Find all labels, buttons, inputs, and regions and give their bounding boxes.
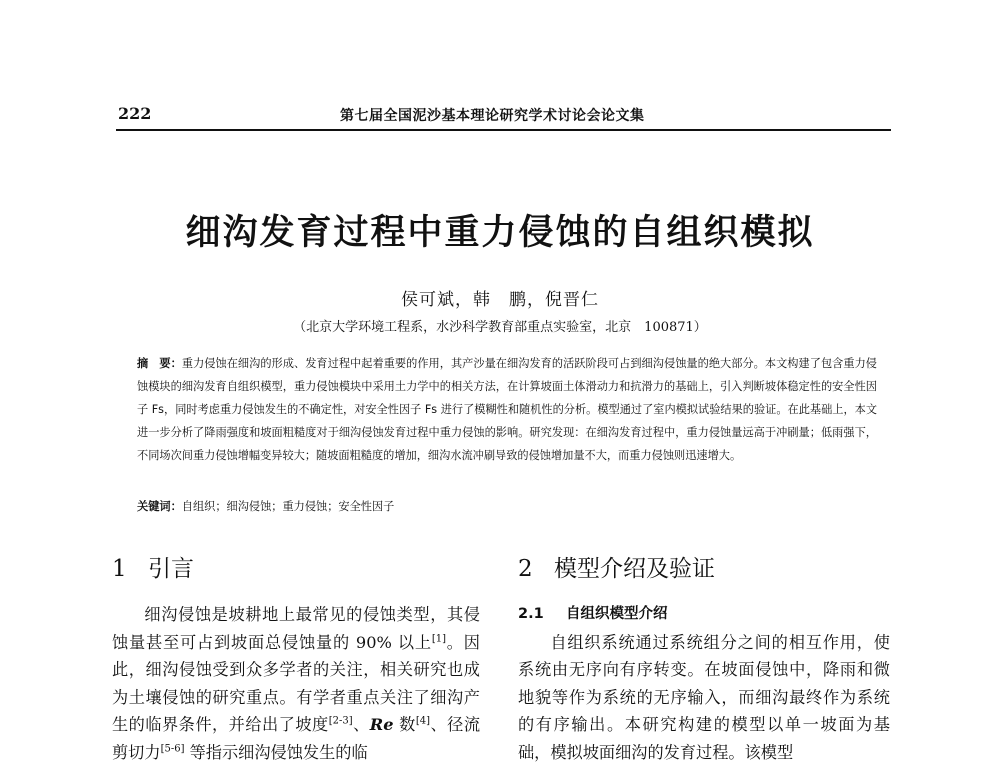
subsection-number: 2.1 [518,601,566,629]
keywords [137,498,877,514]
section-1-heading [112,552,480,586]
paragraph-text: 。因此，细沟侵蚀受到众多学者的关注，相关研究也成为土壤侵蚀的研究重点。有学者重点关注了细沟产生的临界条件，并给出了坡度 [112,633,480,735]
header-rule [116,129,891,131]
section-2-heading [518,552,890,586]
paragraph-text: 数 [394,715,416,734]
abstract-text: 重力侵蚀在细沟的形成、发育过程中起着重要的作用，其产沙量在细沟发育的活跃阶段可占到细沟侵蚀量的绝大部分。本文构建了包含重力侵蚀模块的细沟发育自组织模型，重力侵蚀模块中采用土力学中的相关方法，在计算坡面土体滑动力和抗滑力的基础上，引入判断坡体稳定性的安全性因子 Fs，同时考虑重力侵蚀发生的不确定性，对安全性因子 Fs 进行了模糊性和随机性的分析。模型通过了室内模拟试验结果的验证。在此基础上，本文进一步分析了降雨强度和坡面粗糙度对于细沟侵蚀发育过程中重力侵蚀的影响。研究发现：在细沟发育过程中，重力侵蚀量远高于冲刷量；低雨强下，不同场次间重力侵蚀增幅变异较大；随坡面粗糙度的增加，细沟水流冲刷导致的侵蚀增加量不大，而重力侵蚀则迅速增大。 [137,357,877,462]
keywords-text: 自组织；细沟侵蚀；重力侵蚀；安全性因子 [182,500,395,513]
subsection-2-1-heading [518,601,890,629]
affiliation: （北京大学环境工程系，水沙科学教育部重点实验室，北京 100871） [0,316,1000,335]
keywords-label: 关键词： [137,500,182,513]
section-2-number: 2 [518,552,554,586]
right-column [518,552,890,766]
subsection-title: 自组织模型介绍 [566,606,668,622]
reynolds-symbol: Re [370,715,394,734]
citation: [1] [432,633,446,644]
abstract-label: 摘 要： [137,357,182,370]
left-column [112,552,480,766]
separator: 、 [353,715,370,734]
citation: [5-6] [161,743,185,754]
abstract [137,352,877,467]
section-1-title: 引言 [148,556,194,582]
paper-title: 细沟发育过程中重力侵蚀的自组织模拟 [0,205,1000,255]
section-2-paragraph: 自组织系统通过系统组分之间的相互作用，使系统由无序向有序转变。在坡面侵蚀中，降雨和微地貌等作为系统的无序输入，而细沟最终作为系统的有序输出。本研究构建的模型以单一坡面为基础，模拟坡面细沟的发育过程。该模型 [518,629,890,766]
paragraph-text: 、径流剪切力 [112,715,480,762]
section-1-paragraph [112,601,480,766]
paragraph-text: 细沟侵蚀是坡耕地上最常见的侵蚀类型，其侵蚀量甚至可占到坡面总侵蚀量的 90% 以上 [112,605,480,652]
running-head: 第七届全国泥沙基本理论研究学术讨论会论文集 [340,105,645,125]
paragraph-text: 等指示细沟侵蚀发生的临 [184,743,367,762]
citation: [2-3] [329,716,353,727]
citation: [4] [416,716,430,727]
authors: 侯可斌，韩 鹏，倪晋仁 [0,285,1000,310]
page-number: 222 [118,104,151,123]
section-1-number: 1 [112,552,148,586]
section-2-title: 模型介绍及验证 [554,556,715,582]
